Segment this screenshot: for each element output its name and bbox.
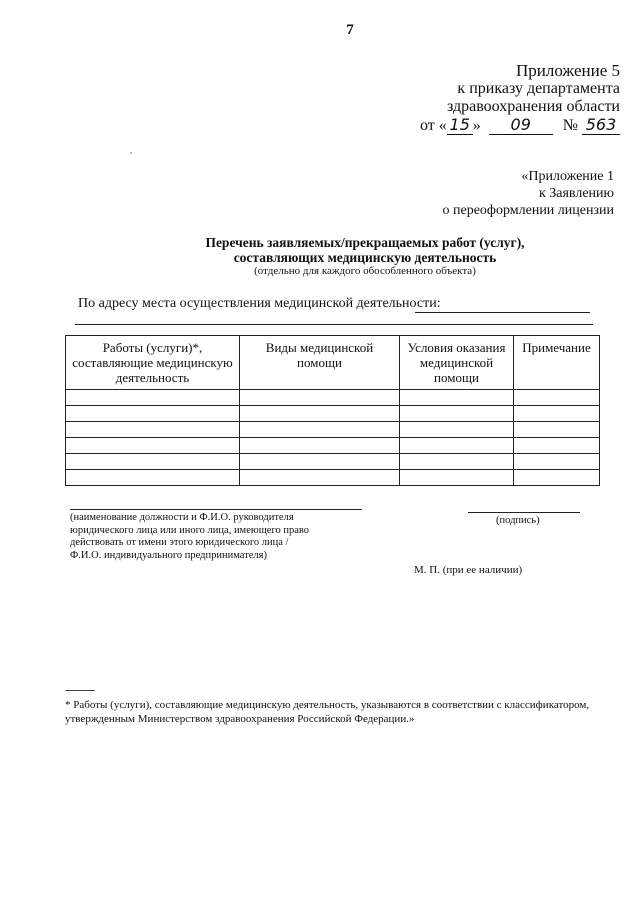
table-cell [514,422,600,438]
table-cell [400,454,514,470]
table-cell [240,454,400,470]
table-cell [66,454,240,470]
order-number: 563 [582,116,620,135]
approval-line-3: здравоохранения области [446,98,620,115]
table-cell [400,438,514,454]
annex-line-2: к Заявлению [538,186,614,201]
official-name-caption [70,512,309,562]
table-cell [400,390,514,406]
table-cell [240,422,400,438]
signature-caption: (подпись) [496,515,540,526]
annex-line-3: о переоформлении лицензии [442,203,614,218]
date-prefix: от « [419,117,447,134]
date-month: 09 [489,116,553,135]
table-row [66,422,600,438]
annex-line-1: «Приложение 1 [521,169,614,184]
title-line-1: Перечень заявляемых/прекращаемых работ (услуг), [205,235,525,250]
table-header-row [66,336,600,390]
table-row [66,454,600,470]
table-cell [240,470,400,486]
date-day: 15 [447,116,473,135]
stamp-place-label: М. П. (при ее наличии) [414,564,523,576]
table-row [66,438,600,454]
page-number: 7 [346,22,354,38]
table-row [66,406,600,422]
annex-block [442,168,614,219]
scan-speck [130,152,132,154]
date-mid: » [472,117,481,134]
header-note: Примечание [514,336,600,390]
table-cell [66,406,240,422]
table-cell [514,406,600,422]
table-cell [400,406,514,422]
caption-line: (наименование должности и Ф.И.О. руководителя [70,512,294,523]
table-cell [514,470,600,486]
header-care-conditions: Условия оказания медицинской помощи [400,336,514,390]
caption-line: юридического лица или иного лица, имеющего право [70,524,310,536]
official-name-line [70,509,362,510]
table-cell [240,438,400,454]
table-row [66,470,600,486]
address-label: По адресу места осуществления медицинской деятельности: [78,296,441,311]
table-cell [514,390,600,406]
table-cell [240,406,400,422]
table-row [66,390,600,406]
document-title [130,235,600,278]
title-line-2: составляющих медицинскую деятельность [233,250,497,265]
caption-line: действовать от имени этого юридического лица / [70,537,289,548]
approval-line-1: Приложение 5 [516,61,620,80]
table-cell [66,438,240,454]
table-cell [240,390,400,406]
approval-line-2: к приказу департамента [457,80,620,97]
approval-block [420,62,620,135]
caption-line: Ф.И.О. индивидуального предпринимателя) [70,549,267,561]
title-line-3: (отдельно для каждого обособленного объекта) [254,265,476,277]
table-cell [514,454,600,470]
table-cell [400,422,514,438]
table-cell [514,438,600,454]
approval-date-line [420,116,620,135]
address-fill-line [415,312,590,313]
table-cell [66,390,240,406]
address-fill-line-2 [75,324,593,325]
works-table [65,335,600,486]
footnote-text: * Работы (услуги), составляющие медицинскую деятельность, указываются в соответствии с классификатором, утвержденным Министерством здравоохранения Российской Федерации.» [65,699,590,725]
footnote-separator: ----------- [65,684,95,696]
header-works: Работы (услуги)*, составляющие медицинскую деятельность [66,336,240,390]
header-care-types: Виды медицинской помощи [240,336,400,390]
table-cell [66,422,240,438]
table-cell [400,470,514,486]
signature-line [468,512,580,513]
table-cell [66,470,240,486]
number-label: № [562,117,578,134]
